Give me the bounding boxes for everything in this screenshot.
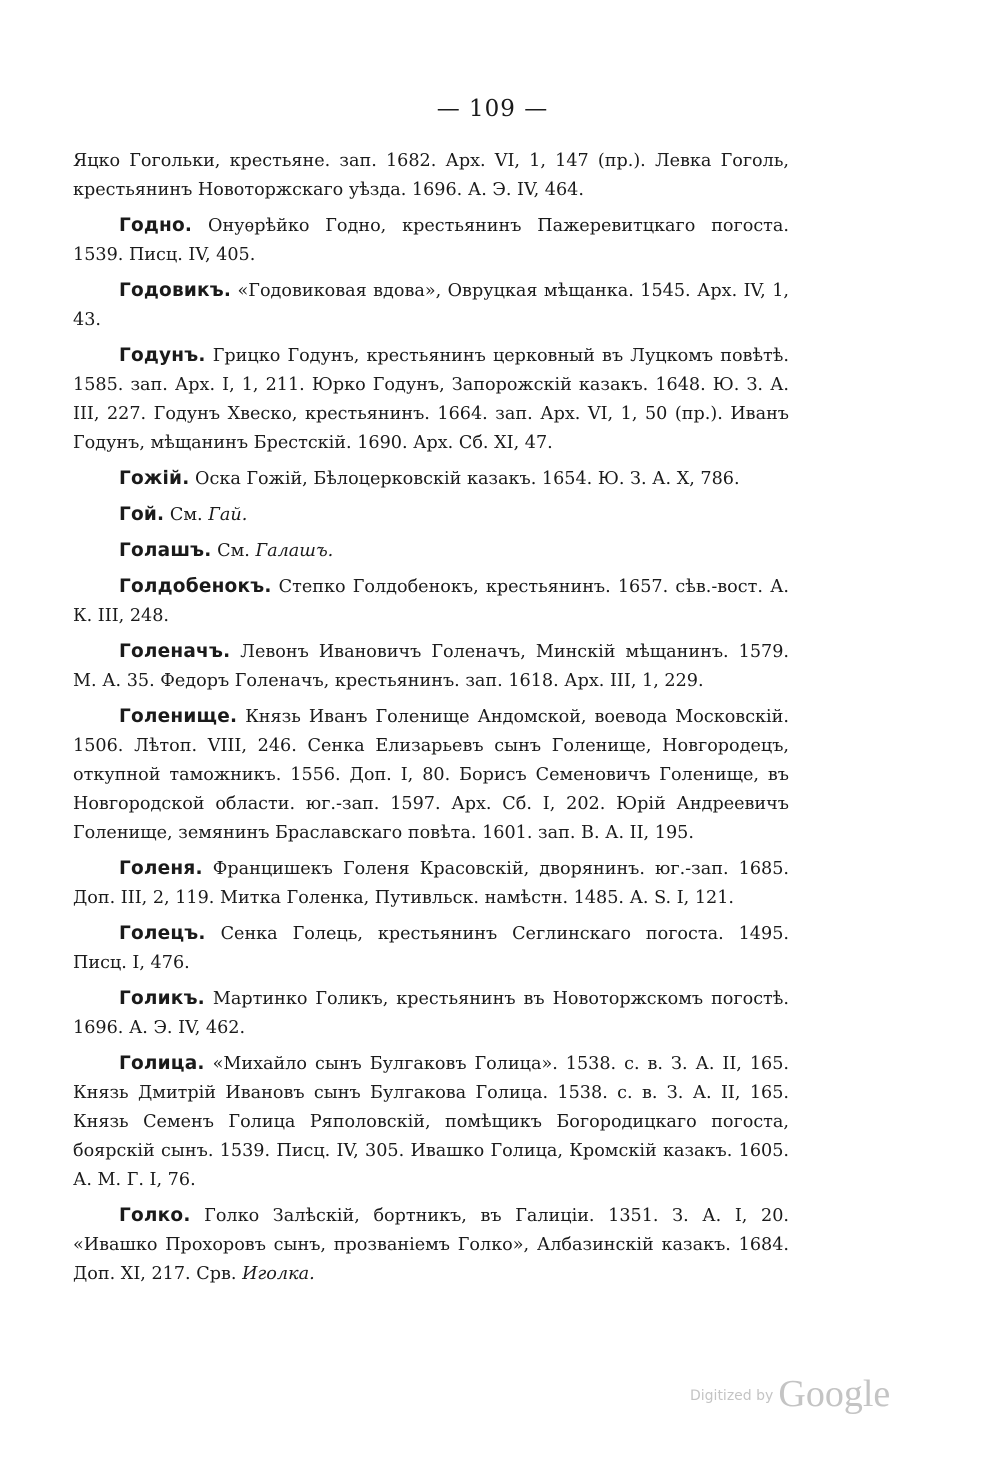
entry-body: Степко Голдобенокъ, крестьянинъ. 1657. сѣв.-вост. А. К. III, 248.: [73, 577, 789, 626]
entry-headword: Годовикъ.: [119, 280, 232, 301]
entry-headword: Голица.: [119, 1053, 205, 1074]
entry-body: Мартинко Голикъ, крестьянинъ въ Новоторжскомъ погостѣ. 1696. А. Э. IV, 462.: [73, 989, 789, 1038]
watermark-small-text: Digitized by: [690, 1388, 774, 1404]
entry-body: Онуѳрѣйко Годно, крестьянинъ Пажеревитцкаго погоста. 1539. Писц. IV, 405.: [73, 216, 789, 265]
entry: [73, 276, 789, 335]
entry-headword: Голко.: [119, 1205, 191, 1226]
entry-headword: Голецъ.: [119, 923, 206, 944]
entry: [73, 702, 789, 848]
entry-body: См.: [164, 505, 209, 525]
entry: [73, 854, 789, 913]
entry-headword: Гожій.: [119, 468, 190, 489]
entry-cross-reference: Галашъ.: [255, 541, 334, 561]
entry-headword: Голенище.: [119, 706, 238, 727]
entry: [73, 637, 789, 696]
entry-body: «Годовиковая вдова», Овруцкая мѣщанка. 1545. Арх. IV, 1, 43.: [73, 281, 789, 330]
entry: [73, 464, 789, 494]
entry: [73, 341, 789, 458]
entry-body: «Михайло сынъ Булгаковъ Голица». 1538. с. в. З. А. II, 165. Князь Дмитрій Ивановъ сынъ Булгакова Голица. 1538. с. в. З. А. II, 165. Князь Семенъ Голица Ряполовскій, помѣщикъ Богородицкаго погоста, боярскій сынъ. 1539. Писц. IV, 305. Ивашко Голица, Кромскій казакъ. 1605. А. М. Г. I, 76.: [73, 1054, 789, 1190]
entry-continuation: [73, 147, 789, 205]
entry: [73, 984, 789, 1043]
entry: [73, 500, 789, 530]
entry-headword: Голеначъ.: [119, 641, 231, 662]
page-number: — 109 —: [436, 96, 549, 122]
entry: [73, 211, 789, 270]
entry-body: Князь Иванъ Голенище Андомской, воевода Московскій. 1506. Лѣтоп. VIII, 246. Сенка Елизарьевъ сынъ Голенище, Новгородецъ, откупной таможникъ. 1556. Доп. I, 80. Борисъ Семеновичъ Голенище, въ Новгородской области. юг.-зап. 1597. Арх. Сб. I, 202. Юрій Андреевичъ Голенище, земянинъ Браславскаго повѣта. 1601. зап. В. А. II, 195.: [73, 707, 789, 843]
entry-body: Голко Залѣскій, бортникъ, въ Галиціи. 1351. З. А. I, 20. «Ивашко Прохоровъ сынъ, прозваніемъ Голко», Албазинскій казакъ. 1684. Доп. XI, 217. Срв.: [73, 1206, 789, 1284]
entry-body: См.: [211, 541, 256, 561]
entry-cross-reference: Гай.: [208, 505, 248, 525]
entry-body: Оска Гожій, Бѣлоцерковскій казакъ. 1654. Ю. З. А. X, 786.: [189, 469, 740, 489]
entry-headword: Голдобенокъ.: [119, 576, 272, 597]
entry-body: Францишекъ Голеня Красовскій, дворянинъ. юг.-зап. 1685. Доп. III, 2, 119. Митка Голенка, Путивльск. намѣстн. 1485. А. S. I, 121.: [73, 859, 789, 908]
digitized-by-google-watermark: [690, 1372, 890, 1416]
entry-body: Грицко Годунъ, крестьянинъ церковный въ Луцкомъ повѣтѣ. 1585. зап. Арх. I, 1, 211. Юрко Годунъ, Запорожскій казакъ. 1648. Ю. З. А. III, 227. Годунъ Хвеско, крестьянинъ. 1664. зап. Арх. VI, 1, 50 (пр.). Иванъ Годунъ, мѣщанинъ Брестскій. 1690. Арх. Сб. XI, 47.: [73, 346, 789, 453]
entry-headword: Годунъ.: [119, 345, 206, 366]
entry-body: Яцко Гогольки, крестьяне. зап. 1682. Арх. VI, 1, 147 (пр.). Левка Гоголь, крестьянинъ Новоторжскаго уѣзда. 1696. А. Э. IV, 464.: [73, 151, 789, 200]
entry-cross-reference: Иголка.: [242, 1264, 315, 1284]
entry-headword: Гой.: [119, 504, 165, 525]
watermark-logo-text: Google: [778, 1373, 891, 1415]
entry-headword: Голеня.: [119, 858, 203, 879]
entry: [73, 1049, 789, 1195]
entry: [73, 536, 789, 566]
entry-headword: Голикъ.: [119, 988, 205, 1009]
entry: [73, 919, 789, 978]
entry: [73, 572, 789, 631]
entry-headword: Голашъ.: [119, 540, 212, 561]
dictionary-text: [73, 147, 789, 1295]
entry-body: Левонъ Ивановичъ Голеначъ, Минскій мѣщанинъ. 1579. М. А. 35. Федоръ Голеначъ, крестьянинъ. зап. 1618. Арх. III, 1, 229.: [73, 642, 789, 691]
entry: [73, 1201, 789, 1289]
entry-headword: Годно.: [119, 215, 193, 236]
entry-body: Сенка Голець, крестьянинъ Сеглинскаго погоста. 1495. Писц. I, 476.: [73, 924, 789, 973]
